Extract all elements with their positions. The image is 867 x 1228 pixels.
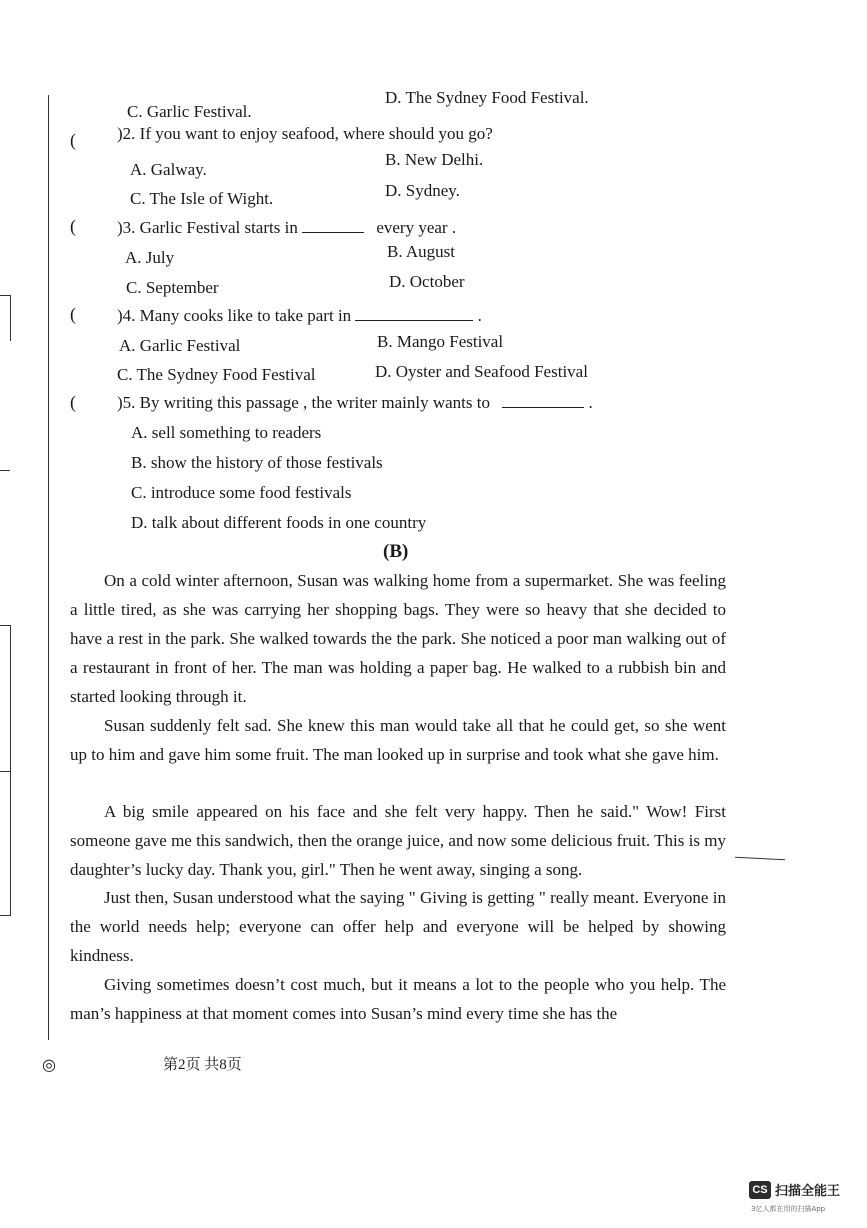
q5-stem-before: )5. By writing this passage , the writer mainly wants to bbox=[117, 393, 490, 412]
q2-stem: )2. If you want to enjoy seafood, where should you go? bbox=[117, 124, 493, 143]
margin-line bbox=[48, 95, 49, 1040]
q2-option-b: B. New Delhi. bbox=[385, 150, 484, 169]
passage-paragraph-4: Just then, Susan understood what the saying " Giving is getting " really meant. Everyone in the world needs help; everyone can offer help and everyone will be helped by showing kindness. bbox=[70, 888, 726, 965]
q5-option-a: A. sell something to readers bbox=[131, 423, 322, 442]
q4-option-c: C. The Sydney Food Festival bbox=[117, 365, 316, 384]
q2-option-c: C. The Isle of Wight. bbox=[130, 189, 274, 208]
q3-option-c: C. September bbox=[126, 278, 219, 297]
q4-option-d: D. Oyster and Seafood Festival bbox=[375, 362, 588, 381]
passage-paragraph-3: A big smile appeared on his face and she felt very happy. Then he said." Wow! First someone gave me this sandwich, then the orange juice, and now some delicious fruit. This is my daughter’s lucky day. Thank you, girl." Then he went away, singing a song. bbox=[70, 802, 726, 879]
q3-paren: ( bbox=[70, 216, 76, 236]
q3-stem-after: every year . bbox=[376, 218, 457, 237]
q3-stem bbox=[117, 218, 456, 238]
scanner-app-name: 扫描全能王 bbox=[775, 1184, 841, 1199]
scanner-watermark bbox=[749, 1180, 840, 1199]
q4-option-a: A. Garlic Festival bbox=[119, 336, 241, 355]
passage-paragraph-1: On a cold winter afternoon, Susan was walking home from a supermarket. She was feeling a little tired, as she was carrying her shopping bags. They were so heavy that she decided to have a rest in the park. She walked towards the the park. She noticed a poor man walking out of a restaurant in front of her. The man was holding a paper bag. He walked to a rubbish bin and started looking through it. bbox=[70, 571, 726, 706]
q2-option-d: D. Sydney. bbox=[385, 181, 460, 200]
binding-bracket bbox=[0, 625, 11, 772]
answer-blank bbox=[302, 218, 364, 233]
q2-option-a: A. Galway. bbox=[130, 160, 207, 179]
q3-option-a: A. July bbox=[125, 248, 175, 267]
footer-mark-icon: ◎ bbox=[42, 1057, 56, 1074]
scanner-tagline: 3亿人都在用的扫描App bbox=[751, 1205, 826, 1213]
q5-stem bbox=[117, 393, 593, 413]
page-number: 第2页 共8页 bbox=[163, 1057, 242, 1073]
q1-option-c: C. Garlic Festival. bbox=[127, 102, 252, 121]
q4-stem-before: )4. Many cooks like to take part in bbox=[117, 306, 352, 325]
q4-stem bbox=[117, 306, 482, 326]
q3-option-d: D. October bbox=[389, 272, 465, 291]
answer-blank bbox=[502, 393, 584, 408]
stray-pen-mark bbox=[735, 857, 785, 861]
binding-bracket bbox=[0, 770, 11, 916]
q5-option-c: C. introduce some food festivals bbox=[131, 483, 352, 502]
binding-tick bbox=[0, 470, 10, 471]
section-heading: (B) bbox=[383, 541, 409, 562]
q4-option-b: B. Mango Festival bbox=[377, 332, 504, 351]
q3-stem-before: )3. Garlic Festival starts in bbox=[117, 218, 298, 237]
binding-bracket bbox=[0, 295, 11, 341]
q1-option-d: D. The Sydney Food Festival. bbox=[385, 88, 589, 107]
q2-paren: ( bbox=[70, 130, 76, 150]
q5-option-d: D. talk about different foods in one country bbox=[131, 513, 427, 532]
q5-stem-after: . bbox=[588, 393, 593, 412]
answer-blank bbox=[355, 306, 473, 321]
q3-option-b: B. August bbox=[387, 242, 456, 261]
passage-paragraph-2: Susan suddenly felt sad. She knew this man would take all that he could get, so she went up to him and gave him some fruit. The man looked up in surprise and took what she gave him. bbox=[70, 716, 726, 764]
q4-paren: ( bbox=[70, 304, 76, 324]
q5-option-b: B. show the history of those festivals bbox=[131, 453, 383, 472]
q4-stem-after: . bbox=[477, 306, 482, 325]
q5-paren: ( bbox=[70, 392, 76, 412]
scanner-logo-icon: CS bbox=[749, 1181, 771, 1199]
passage-paragraph-5: Giving sometimes doesn’t cost much, but it means a lot to the people who you help. The man’s happiness at that moment comes into Susan’s mind every time she has the bbox=[70, 975, 726, 1023]
